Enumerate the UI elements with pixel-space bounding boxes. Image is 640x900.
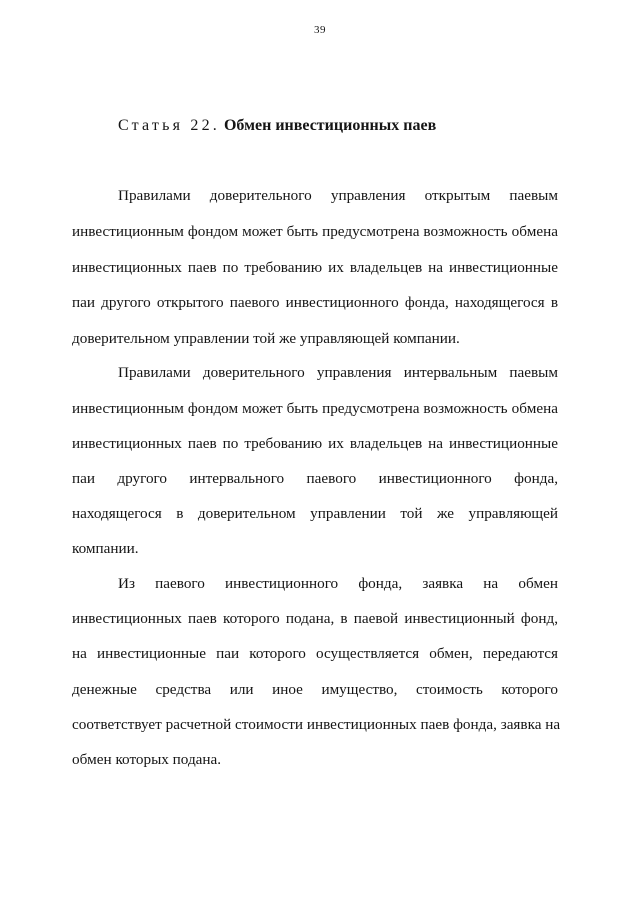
paragraph-1-line-4: паи другого открытого паевого инвестиционного фонда, находящегося в xyxy=(72,294,558,311)
paragraph-2-line-1: Правилами доверительного управления интервальным паевым xyxy=(118,364,558,381)
article-label: Статья 22. xyxy=(118,117,220,134)
paragraph-3-line-3: на инвестиционные паи которого осуществляется обмен, передаются xyxy=(72,645,558,662)
paragraph-2-line-2: инвестиционным фондом может быть предусмотрена возможность обмена xyxy=(72,400,558,417)
paragraph-2-line-6: компании. xyxy=(72,540,139,557)
paragraph-2-line-4: паи другого интервального паевого инвестиционного фонда, xyxy=(72,470,558,487)
paragraph-2-line-5: находящегося в доверительном управлении той же управляющей xyxy=(72,505,558,522)
page-number: 39 xyxy=(314,24,326,36)
paragraph-1-line-2: инвестиционным фондом может быть предусмотрена возможность обмена xyxy=(72,223,558,240)
paragraph-1-line-5: доверительном управлении той же управляющей компании. xyxy=(72,330,460,347)
paragraph-3-line-6: обмен которых подана. xyxy=(72,751,222,768)
article-heading xyxy=(118,117,436,135)
paragraph-3-line-5: соответствует расчетной стоимости инвестиционных паев фонда, заявка на xyxy=(72,716,561,733)
paragraph-2-line-3: инвестиционных паев по требованию их владельцев на инвестиционные xyxy=(72,435,558,452)
paragraph-1-line-3: инвестиционных паев по требованию их владельцев на инвестиционные xyxy=(72,259,558,276)
article-title: Обмен инвестиционных паев xyxy=(223,117,437,134)
paragraph-3-line-4: денежные средства или иное имущество, стоимость которого xyxy=(72,681,558,698)
paragraph-3-line-1: Из паевого инвестиционного фонда, заявка на обмен xyxy=(118,575,558,592)
paragraph-1-line-1: Правилами доверительного управления открытым паевым xyxy=(118,187,558,204)
paragraph-3-line-2: инвестиционных паев которого подана, в паевой инвестиционный фонд, xyxy=(72,610,558,627)
